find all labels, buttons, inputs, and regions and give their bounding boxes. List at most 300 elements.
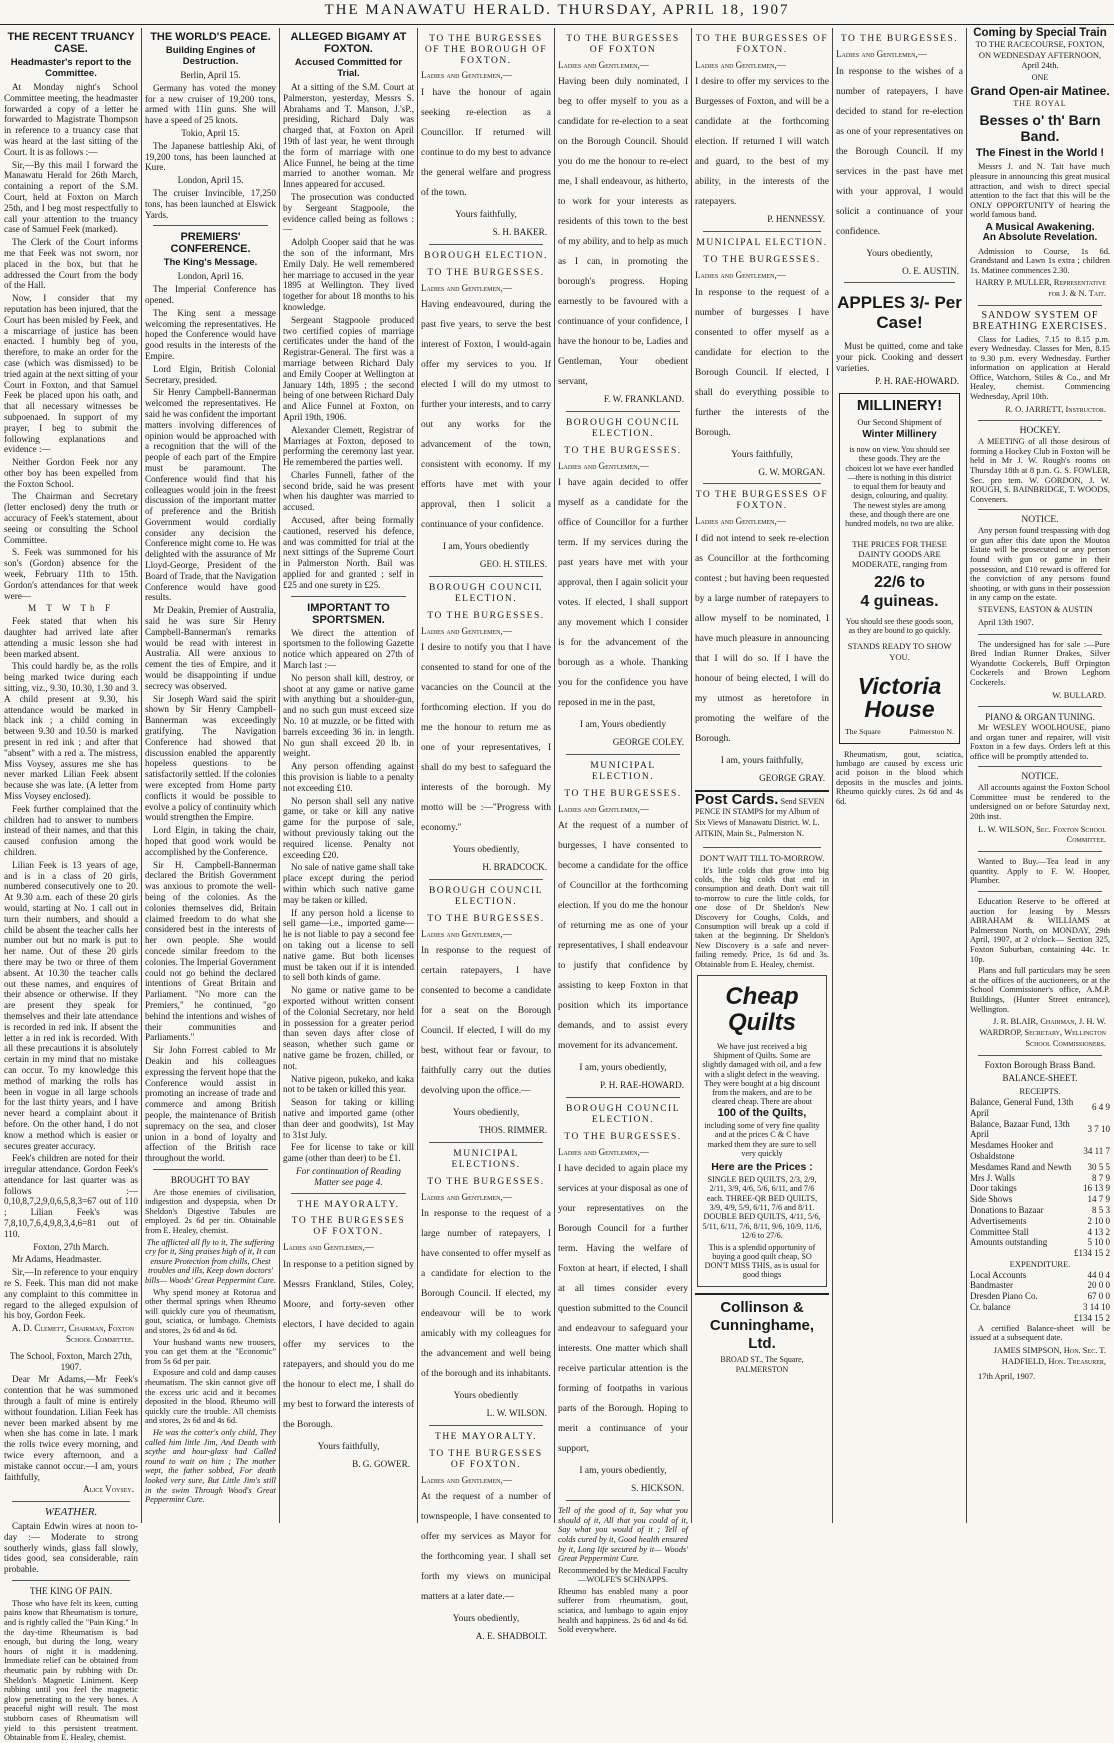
election-letter	[836, 34, 963, 276]
divider	[566, 1097, 680, 1098]
paragraph: S. Feek was summoned for his son's (Gordon) absence for the week, February 11th to 15th. Gordon's attendances for that week were—	[4, 547, 138, 601]
letter-salutation: Ladies and Gentlemen,—	[558, 803, 649, 814]
letter-salutation: Ladies and Gentlemen,—	[421, 928, 512, 939]
paragraph: Germany has voted the money for a new cruiser of 19,200 tons, armed with 11in guns. She will have a speed of 25 knots.	[145, 82, 276, 126]
paragraph: Accused, after being formally cautioned, reserved his defence, and was committed for trial at the next sittings of the Supreme Court in Palmerston North. Bail was applied for and granted ; self in £25 and one surety in £25.	[283, 515, 414, 590]
letter-heading: MUNICIPAL ELECTION.	[590, 761, 656, 782]
paragraph: We direct the attention of sportsmen to the following Gazette notice which appeared on 27th of March last :—	[283, 627, 414, 671]
paragraph: Native pigeon, pukeko, and kaka not to be taken or killed this year.	[283, 1073, 414, 1095]
letter-body: Having endeavoured, during the past five years, to serve the best interest of Foxton, I would-again offer my services to you. If elected I will do my utmost to further your interests, and to carry out any works for the advancement of the town, consistent with economy. If my efforts have met with your approval, then I solicit a continuance of your confidence.	[421, 300, 551, 531]
firm-name: Collinson & Cunninghame, Ltd.	[709, 1298, 815, 1352]
letter-close: Yours obediently,	[866, 248, 933, 259]
masthead: THE MANAWATU HERALD. THURSDAY, APRIL 18, 1907	[0, 2, 1114, 25]
ad-text: THE ROYAL	[1013, 98, 1067, 108]
letter-addressee: TO THE BURGESSES OF FOXTON.	[695, 34, 829, 55]
notice-signature: J. R. BLAIR, Chairman, J. H. W. WARDROP, Secretary, Wellington School Commissioners.	[979, 1016, 1106, 1048]
letter-close: Yours faithfully,	[455, 210, 517, 221]
prices-title: Here are the Prices :	[711, 1161, 813, 1174]
ad-title: DON'T WAIT TILL TO-MORROW.	[699, 852, 825, 863]
letter-close: Yours faithfully,	[731, 449, 793, 460]
row-label: Advertisements	[970, 1215, 1027, 1226]
paragraph: Alexander Clemett, Registrar of Marriages at Foxton, deposed to performing the ceremony last year. He remembered the parties well.	[283, 424, 414, 468]
letter-salutation: Ladies and Gentlemen,—	[695, 515, 786, 526]
letter-signature: A. E. SHADBOLT.	[475, 1631, 547, 1642]
article-subtitle: Accused Committed for Trial.	[294, 57, 403, 79]
divider	[978, 634, 1102, 635]
article-title: THE WORLD'S PEACE.	[150, 31, 271, 43]
paragraph: Lilian Feek is 13 years of age, and is in a class of 20 girls, numbered consecutively one to 20. At 9.30 a.m. each of these 20 girls would, starting at No. 1 call out in turn their numbers, and should a child be absent the teacher calls her number out but no mark is put to her name. Out of these 20 girls there may be two or three of them absent. At 10.30 the teacher calls out these names, and enquires of their absence or otherwise. If they are present they speak for themselves and their late attendance is recorded in red ink. If absent the letter a in red ink is recorded. With all these precautions it is absolutely certain in my mind that no mistake can occur. To my knowledge this method of marking the rolls has been in vogue in all large schools for the last thirty years, and I have never heard a complaint about it before. On the other hand, I do not know a method which is easier or secures greater accuracy.	[4, 859, 138, 1151]
ad-headline: Coming by Special Train	[973, 27, 1107, 39]
letter-body: Having been duly nominated, I beg to offer myself to you as a candidate for re-election to a seat on the Borough Council. Should you do me the honour to re-elect me, I shall endeavour, as hitherto, to work for your interests as residents of this town to the best of my ability, and to help as much as I can, in promoting the borough's progress. Hoping earnestly to be favoured with a continuance of your confidence, I have the honour to be, Ladies and Gentleman, Your obedient servant,	[558, 77, 688, 388]
table-row	[970, 1227, 1110, 1238]
paragraph: Sir H. Campbell-Bannerman declared the British Government was anxious to promote the well-being of the colonies. As the colonies themselves did, Britain claimed freedom to do what she considered best in the interests of her own people. She would concede similar freedom to the colonies. The Imperial Government could not go behind the declared intentions of Great Britain and Parliament. "No more can the Premiers," he continued, "go behind the intentions and wishes of their communities and Parliaments."	[145, 859, 276, 1043]
letter-addressee: TO THE BURGESSES.	[427, 1176, 545, 1187]
letter-addressee: TO THE BURGESSES OF FOXTON.	[429, 1448, 543, 1470]
row-amount: 20 0 0	[1087, 1280, 1110, 1291]
ad-text: We have just received a big Shipment of Quilts. Some are slightly damaged with oil, and a few with a slight defect in the weaving. They were bought at a big discount from the makers, and are to be cleared cheap. There are about	[702, 1042, 822, 1107]
ad-text: You should see these goods soon, as they are bound to go quickly.	[845, 616, 954, 635]
ad-headline: Grand Open-air Matinee.	[970, 83, 1110, 98]
ad-text: Messrs J. and N. Tait have much pleasure in announcing this great musical attraction, and wish to direct special attention to the fact that this will be the ONLY OPPORTUNITY of hearing the world famous band.	[970, 162, 1110, 220]
notice-text: Wanted to Buy.—Tea lead in any quantity. Apply to F. W. Hooper, Plumber.	[970, 857, 1110, 886]
band-heading: Foxton Borough Brass Band.	[984, 1060, 1096, 1071]
article-subtitle: Building Engines of Destruction.	[165, 45, 256, 67]
row-amount: 30 5 5	[1087, 1161, 1110, 1172]
receipts-table	[970, 1097, 1110, 1248]
paragraph: Sir,—In reference to your enquiry re S. Feek. This man did not make any complaint to this committee in regard to the alleged expulsion of his boy, Gordon Feek.	[4, 1267, 138, 1321]
divider	[978, 766, 1102, 767]
dateline: London, April 15.	[177, 175, 244, 186]
column-6	[695, 28, 829, 1523]
store-address	[845, 727, 954, 738]
article-subtitle: Headmaster's report to the Committee.	[10, 57, 132, 79]
divider	[978, 305, 1102, 306]
notice-signature: STEVENS, EASTON & AUSTIN	[978, 604, 1093, 614]
paragraph: Charles Funnell, father of the second bride, said he was present when his daughter was married to accused.	[283, 469, 414, 513]
paragraph: The Imperial Conference has opened.	[145, 284, 276, 305]
letter-body: I desire to notify you that I have consented to stand for one of the vacancies on the Council at the forthcoming election. If you do me the honour to return me as one of your representatives, I shall do my best to safeguard the interests of the borough. My motto will be :—"Progress with economy."	[421, 643, 551, 834]
divider	[978, 891, 1102, 892]
row-amount: 3 7 10	[1087, 1123, 1110, 1134]
letter-close: Yours faithfully,	[317, 1441, 380, 1452]
table-row	[970, 1237, 1110, 1248]
ad-text: Our Second Shipment of	[857, 417, 942, 428]
letter-body: I have the honour of again seeking re-election as a Councillor. If returned will continue to do my best to advance the general welfare and progress of the town.	[421, 88, 551, 199]
paragraph: Sir Joseph Ward said the spirit shown by Sir Henry Campbell-Bannerman was exceedingly gratifying. The Navigation Conference had showed that discussion enabled the apparently hopeless questions to be satisfactorily settled. If the colonies were excepted from Home party conflicts it would be possible to evolve a policy of continuity which would strengthen the Empire.	[145, 693, 276, 823]
notice-date: 17th April, 1907.	[978, 1372, 1036, 1382]
paragraph: Feek further complained that the children had to answer to numbers instead of their names, and that this caused confusion among the children.	[4, 803, 138, 857]
letter-salutation: Ladies and Gentlemen,—	[421, 1191, 512, 1202]
letter-signature: S. H. BAKER.	[492, 227, 547, 238]
row-amount: 34 11 7	[1083, 1145, 1110, 1156]
victoria-house-logo: Victoria House	[857, 672, 942, 722]
letter-body: In response to the request of certain ratepayers, I have consented to become a candidate for a seat on the Borough Council. If elected, I will do my best, without fear or favour, to faithfully carry out the duties devolving upon the office.—	[421, 946, 551, 1097]
ad-title: THE KING OF PAIN.	[29, 1585, 113, 1596]
table-row	[970, 1270, 1110, 1281]
letter-heading: BOROUGH COUNCIL ELECTION.	[428, 886, 544, 907]
row-amount: 8 7 9	[1092, 1172, 1110, 1183]
divider	[566, 411, 680, 412]
notice-text: All accounts against the Foxton School Committee must be rendered to the undersigned on or before Saturday next, 20th inst.	[970, 783, 1110, 822]
letter-body: At the request of a number of burgesses, I have consented to become a candidate for the office of Councillor at the forthcoming election. If you do me the honour of returning me as one of your representatives, I shall endeavour to justify that confidence by assisting to keep Foxton in that position which its importance demands, and to assist every movement for its advancement.	[558, 821, 688, 1052]
ad-headline: A Musical Awakening.	[985, 220, 1095, 233]
letter-heading: THE MAYORALTY.	[435, 1432, 537, 1443]
table-row	[970, 1173, 1110, 1184]
postcards-ad	[695, 790, 829, 842]
election-letter	[283, 1200, 414, 1470]
paragraph: The Chairman and Secretary (letter enclosed) deny the truth or accuracy of Feek's statement, about seeing or consulting the School Committee.	[4, 491, 138, 545]
address-line: The Square	[845, 726, 881, 736]
divider	[12, 1580, 130, 1581]
letter-addressee: TO THE BURGESSES.	[564, 788, 682, 799]
dateline: The School, Foxton, March 27th, 1907.	[9, 1350, 133, 1372]
ad-text: including some of very fine quality and at the prices C & C have marked them they are sure to sell very quickly	[704, 1121, 820, 1158]
letter-salutation: Ladies and Gentlemen,—	[283, 1241, 374, 1252]
notice-text: A certified Balance-sheet will be issued at a subsequent date.	[970, 1323, 1110, 1343]
letter-close: Yours obediently,	[452, 845, 520, 856]
table-row	[970, 1280, 1110, 1291]
letter-signature: GEORGE GRAY.	[759, 772, 825, 783]
letter-salutation: Ladies and Gentlemen,—	[421, 625, 512, 636]
paragraph: If any person hold a license to sell game—i.e., imported game—he is not liable to pay a second fee on taking out a license to sell native game. But both licenses must be taken out if it is intended to sell both kinds of game.	[283, 907, 414, 983]
column-8	[970, 28, 1110, 1523]
ad-text: This is a splendid opportunity of buying a good quilt cheap, SO DON'T MISS THIS, as is usual for good things	[704, 1242, 820, 1280]
letter-body: In response to the request of a number of burgesses I have consented to offer myself as a candidate for election to the Borough Council. If elected, I shall do everything possible to further the interests of the Borough.	[695, 287, 829, 438]
letter-heading: MUNICIPAL ELECTIONS.	[451, 1149, 521, 1170]
table-row	[970, 1140, 1110, 1162]
letter-close: I am, yours obediently,	[579, 1063, 667, 1074]
paragraph: Season for taking or killing native and imported game (other than deer and goodwits), 1st May to 31st July.	[283, 1097, 414, 1140]
letter-body: In response to the request of a large number of ratepayers, I have consented to offer myself as a candidate for election to the Borough Council. If elected, my endeavour will be to work amicably with my colleagues for the advancement and well being of the borough and its inhabitants.	[421, 1209, 551, 1380]
letter-salutation: Ladies and Gentlemen,—	[558, 460, 649, 471]
notice-signature: W. BULLARD.	[1052, 689, 1106, 700]
table-row	[970, 1183, 1110, 1194]
letter-addressee: TO THE BURGESSES OF FOXTON	[566, 34, 680, 55]
letter-salutation: Ladies and Gentlemen,—	[421, 70, 512, 81]
advertisement: Are those enemies of civilisation, indigestion and dyspepsia, when Dr Sheldon's Digestive Tabules are employed. 2s 6d per tin. Obtainable from E. Healey, chemist.	[145, 1187, 276, 1236]
advertisement: Rheumo has enabled many a poor sufferer from rheumatism, gout, sciatica, and lumbago to again enjoy health and happiness. 2s 6d and 4s 6d. Sold everywhere.	[558, 1586, 688, 1635]
letter-addressee: TO THE BURGESSES.	[840, 34, 959, 44]
table-row	[970, 1194, 1110, 1205]
letter-addressee: TO THE BURGESSES OF FOXTON.	[695, 490, 829, 512]
address-line: Palmerston N.	[909, 726, 954, 736]
letter-salutation: Ladies and Gentlemen,—	[695, 269, 786, 280]
row-label: Balance, Bazaar Fund, 13th April	[970, 1118, 1070, 1140]
row-amount: 16 13 9	[1083, 1183, 1110, 1194]
letter-signature: F. W. FRANKLAND.	[603, 394, 684, 405]
ad-text: Must be quitted, come and take your pick. Cooking and dessert varieties.	[836, 341, 963, 373]
paragraph: No game or native game to be exported without written consent of the Colonial Secretary, nor held in possession for a greater period than seven days after close of season, whether such game or native game be frozen, chilled, or not.	[283, 985, 414, 1071]
notice-signature: L. W. WILSON, Sec. Foxton School Committee.	[978, 823, 1106, 845]
advertisement: Those who have felt its keen, cutting pains know that Rheumatism is torture, and is rightly called the "Pain King." In the day-time Rheumatism is bad enough, but during the long, weary hours of night it is maddening. Immediate relief can be obtained from rheumatic pain by rubbing with Dr. Sheldon's Magnetic Liniment. Keep rubbing until you feel the magnetic glow penetrating to the very bones. A peaceful night will result. The most stubborn cases of Rheumatism will yield to this persistent treatment. Obtainable from E. Healey, chemist.	[4, 1598, 138, 1743]
notice-heading: PIANO & ORGAN TUNING.	[985, 712, 1095, 723]
divider	[844, 282, 955, 283]
letter-signature: GEO. H. STILES.	[479, 559, 547, 570]
divider	[978, 1055, 1102, 1056]
price-range-high: 4 guineas.	[860, 592, 939, 610]
notice-heading: NOTICE.	[1021, 515, 1059, 526]
article-title: IMPORTANT TO SPORTSMEN.	[307, 601, 390, 626]
column-1	[4, 28, 138, 1743]
column-rule	[279, 28, 280, 1523]
divider	[291, 1193, 406, 1194]
ad-headline: SANDOW SYSTEM OF BREATHING EXERCISES.	[972, 309, 1108, 332]
column-5	[558, 28, 688, 1635]
advertisement: Rheumatism, gout, sciatica, lumbago are caused by excess uric acid poison in the blood which deposits in the muscles and joints. Rheumo quickly cures. 2s 6d and 4s 6d.	[836, 749, 963, 806]
row-label: Committee Stall	[970, 1226, 1029, 1237]
letter-addressee: TO THE BURGESSES.	[703, 254, 821, 265]
notice-text: Education Reserve to be offered at auction for leasing by Messrs ABRAHAM & WILLIAMS at Palmerston North, on MONDAY, 29th April, 1907, at 2 o'clock— Section 325, Foxton Suburban, containing 44c. 1r. 10p.	[970, 897, 1110, 964]
row-label: Amounts outstanding	[970, 1237, 1048, 1248]
ad-text: STANDS READY TO SHOW YOU.	[847, 641, 952, 663]
advertisement: Recommended by the Medical Faculty—WOLFE'S SCHNAPPS.	[558, 1565, 688, 1585]
row-amount: 44 0 4	[1087, 1269, 1110, 1280]
letter-close: I am, Yours obediently	[442, 542, 530, 553]
weather-title: WEATHER.	[44, 1506, 98, 1519]
paragraph: No sale of native game shall take place except during the period within which such native game may be taken or killed.	[283, 862, 414, 905]
millinery-ad	[839, 393, 960, 744]
paragraph: The prosecution was conducted by Sergeant Stagpoole, the evidence called being as follows :—	[283, 191, 414, 235]
divider	[978, 851, 1102, 852]
letter-salutation: Ladies and Gentlemen,—	[836, 48, 927, 59]
row-label: Mesdames Rand and Newth	[970, 1161, 1072, 1172]
paragraph: Fee for license to take or kill game (other than deer) to be £1.	[283, 1142, 414, 1164]
letter-body: I did not intend to seek re-election as Councillor at the forthcoming contest ; but having been requested by a large number of ratepayers to allow myself to be nominated, I have much pleasure in announcing that I will do so. If I have the honour of being elected, I will do my utmost as heretofore in promoting the welfare of the Borough.	[695, 533, 829, 744]
advertisement-verse: He was the cotter's only child, They called him little Jim, And Death with scythe and hour-glass had Called round to wait on him ; The mother wept, the father sobbed, For death looked very sure, But Little Jim's still in the swim Through Wood's Great Peppermint Cure.	[145, 1427, 276, 1505]
ad-signature: R. O. JARRETT, Instructor.	[1005, 403, 1106, 414]
table-row	[970, 1205, 1110, 1216]
divider	[12, 1501, 130, 1502]
millinery-title: MILLINERY!	[856, 396, 943, 414]
ad-text: is now on view. You should see these goods. They are the choicest lot we have ever handled —there is nothing in this district to equal them for beauty and design, colouring, and quality. The newest styles are among these, and though there are one hundred models, no two are alike.	[845, 444, 954, 529]
row-label: Balance, General Fund, 13th April	[970, 1096, 1074, 1118]
attendance-days: M T W Th F	[27, 603, 115, 614]
paragraph: The Japanese battleship Aki, of 19,200 tons, has been launched at Kure.	[145, 140, 276, 173]
letter-close: Yours obediently,	[452, 1108, 520, 1119]
row-label: Mrs J. Walls	[970, 1172, 1015, 1183]
column-rule	[554, 28, 555, 1523]
divider	[566, 754, 680, 755]
article-title: PREMIERS' CONFERENCE.	[170, 231, 251, 256]
letter-heading: MUNICIPAL ELECTION.	[696, 238, 828, 249]
column-4	[421, 28, 551, 1642]
table-row	[970, 1162, 1110, 1173]
notice-date: April 13th 1907.	[978, 617, 1034, 627]
row-label: Donations to Bazaar	[970, 1204, 1044, 1215]
row-label: Bandmaster	[970, 1280, 1013, 1291]
divider	[978, 706, 1102, 707]
notice-heading: HOCKEY.	[1019, 426, 1061, 437]
column-3	[283, 28, 414, 1523]
receipts-heading: RECEIPTS.	[1019, 1086, 1061, 1097]
paragraph: The cruiser Invincible, 17,250 tons, has been launched at Elswick Yards.	[145, 187, 276, 220]
letter-heading: THE MAYORALTY.	[297, 1199, 400, 1210]
expenditure-total: £134 15 2	[1074, 1312, 1110, 1323]
paragraph: The King sent a message welcoming the representatives. He hoped the Conference would have good results in the interests of the Empire.	[145, 307, 276, 361]
firm-ad	[695, 1293, 829, 1377]
table-row	[970, 1291, 1110, 1302]
letter-addressee: TO THE BURGESSES.	[427, 913, 545, 924]
ad-signature: P. H. RAE-HOWARD.	[875, 375, 959, 386]
letter-salutation: Ladies and Gentlemen,—	[558, 59, 649, 70]
paragraph: Dear Mr Adams,—Mr Feek's contention that he was summoned through a fault of mine is entirely without foundation. Lilian Feek has never been marked absent by me when she has come in late. I mark the rolls twice every morning, and twice every afternoon, and a mistake cannot occur.—I am, yours faithfully,	[4, 1374, 138, 1482]
ad-signature: HARRY P. MULLER, Representative for J. & N. Tait.	[975, 277, 1106, 299]
article-title: THE RECENT TRUANCY CASE.	[7, 31, 135, 55]
paragraph: Sir,—By this mail I forward the Manawatu Herald for 26th March, containing a report of the S.M. Court, held at Foxton on March 25th, and I beg most respectfully to call your attention to the truancy case of Samuel Feek (marked).	[4, 159, 138, 235]
letter-body: I have decided to again place my services at your disposal as one of your representatives on the Borough Council for a further term. Having the welfare of Foxton at heart, if elected, I shall at all times consider every question submitted to the Council and endeavour to safeguard your interests. One matter which shall receive particular attention is the forming of footpaths in various parts of the Borough. Hoping to merit a continuance of your support,	[558, 1164, 688, 1455]
article-title: ALLEGED BIGAMY AT FOXTON.	[290, 31, 407, 55]
ad-text: Admission to Course, 1s 6d. Grandstand and Lawn 1s extra ; children 1s. Matinee commences 2.30.	[970, 246, 1110, 275]
letter-body: In response to the wishes of a number of ratepayers, I have decided to stand for re-election as one of your representatives on the Borough Council. If my services in the past have met with your approval, I would solicit a continuance of your confidence.	[836, 66, 963, 237]
paragraph: At a sitting of the S.M. Court at Palmerston, yesterday, Messrs S. Abrahams and T. Manson, J.'sP., presiding, Richard Daly was charged that, at Foxton on April 19th of last year, he went through the form of marriage with one Alice Funnel, he being at the time married to another woman. Mr Innes appeared for accused.	[283, 82, 414, 190]
paragraph: No person shall sell any native game, or take or kill any native game for the purpose of sale, without previously taking out the required license. Penalty not exceeding £20.	[283, 795, 414, 860]
notice-text: A MEETING of all those desirous of forming a Hockey Club in Foxton will be held in Mr J. W. Rough's rooms on Thursday 18th at 8 p.m. G. S. FOWLER, Sec. pro tem. W. GORDON, J. W. ROUGH, S. BAINBRIDGE, T. WOODS, Conveners.	[970, 437, 1110, 504]
letter-signature: THOS. RIMMER.	[478, 1125, 547, 1136]
letter-body: I have again decided to offer myself as a candidate for the office of Councillor for a further term. If my services during the past years have met with your approval, then I again solicit your votes. If elected, I shall support any movement which I consider is for the advancement of the borough as a whole. Thanking you for the confidence you have reposed in me in the past,	[558, 478, 688, 709]
table-row	[970, 1097, 1110, 1119]
price-list: SINGLE BED QUILTS, 2/3, 2/9, 2/11, 3/9, 4/6, 5/6, 6/11, and 7/6 each. THREE-QR BED QUILTS, 3/9, 4/9, 5/9, 6/11, 7/6 and 8/11. DOUBLE BED QUILTS, 4/11, 5/6, 5/11, 6/11, 7/6, 8/11, 9/6, 10/9, 11/6, 12/6 to 27/6.	[702, 1174, 822, 1241]
divider	[566, 1500, 680, 1501]
notice-signature: JAMES SIMPSON, Hon. Sec. T. HADFIELD, Hon. Treasurer,	[993, 1344, 1106, 1366]
letter-close: I am, yours obediently,	[579, 1466, 667, 1477]
notice-heading: NOTICE.	[1021, 772, 1059, 783]
expenditure-heading: EXPENDITURE.	[1009, 1258, 1071, 1269]
letter-body: I desire to offer my services to the Burgesses of Foxton, and will be a candidate at the forthcoming election. If returned I will watch and guard, to the best of my ability, in the interests of the ratepayers.	[695, 77, 829, 208]
divider	[291, 596, 406, 597]
ad-headline: The Finest in the World !	[975, 146, 1105, 159]
paragraph: Neither Gordon Feek nor any other boy has been expelled from the Foxton School.	[4, 457, 138, 489]
row-amount: 4 13 2	[1087, 1226, 1110, 1237]
paragraph: This could hardly be, as the rolls being marked twice during each sitting, viz., 9.30, 10.30, 1.30 and 3. A child present at 9.30, his attendance would be marked in black ink ; a child coming in between 9.30 and 10.50 is marked present in red ink ; and after that "absent" with a red a. The mistress, Miss Voysey, assures me she has never marked Lilian Feek absent because she was late. (A letter from Miss Voysey enclosed).	[4, 661, 138, 801]
dateline: Berlin, April 15.	[180, 70, 241, 80]
letter-signature: P. H. RAE-HOWARD.	[600, 1080, 684, 1091]
advertisement: It's little colds that grow into big colds, the big colds that end in consumption and death. Don't wait till to-morrow to cure the little colds, for one dose of Dr Sheldon's New Discovery for Coughs, Colds, and Consumption will break up a cold if taken at the beginning. Dr Sheldon's New Discovery is a safe and never-failing remedy. Price, 1s 6d and 3s. Obtainable from E. Healey, chemist.	[695, 865, 829, 969]
letter-heading: BOROUGH COUNCIL ELECTION.	[428, 583, 544, 604]
ad-title: BROUGHT TO BAY	[170, 1174, 251, 1185]
paragraph: No person shall kill, destroy, or shoot at any game or native game with anything but a shoulder-gun, and no such gun must exceed size No. 10 at muzzle, or be fitted with barrels exceeding 36 in. in length. No gun shall exceed 20 lb. in weight.	[283, 672, 414, 759]
dateline: London, April 16.	[177, 271, 244, 282]
quilts-ad	[697, 975, 827, 1286]
row-label: Local Accounts	[970, 1269, 1027, 1280]
letter-salutation: Ladies and Gentlemen,—	[421, 1474, 512, 1485]
letter-salutation: Ladies and Gentlemen,—	[421, 282, 512, 293]
row-amount: 14 7 9	[1087, 1194, 1110, 1205]
paragraph: Sir John Forrest cabled to Mr Deakin and his colleagues expressing the fervent hope that the Conference would assist in promoting an increase of trade and commerce and among British people, the maintenance of British supremacy on the sea, and closer union in a bond of loyalty and affection of the British race throughout the world.	[145, 1045, 276, 1164]
row-amount: 67 0 0	[1087, 1291, 1110, 1302]
letter-heading: BOROUGH ELECTION.	[424, 250, 548, 261]
divider	[703, 483, 821, 484]
notice-text: The undersigned has for sale :—Pure Bred Indian Runner Drakes, Silver Wyandotte Cockerels, Buff Orpington Cockerels and Brown Leghorn Cockerels.	[970, 639, 1110, 687]
signature: Foxton, 27th March.	[33, 1241, 109, 1252]
row-amount: 5 10 0	[1087, 1237, 1110, 1248]
row-amount: 8 5 3	[1092, 1204, 1110, 1215]
notice-text: Plans and full particulars may be seen at the offices of the auctioneers, or at the School Commissioner's office, A.M.P. Buildings, (Hunter Street entrance), Wellington.	[970, 966, 1110, 1014]
letter-salutation: Ladies and Gentlemen,—	[695, 59, 786, 70]
ad-headline: Besses o' th' Barn Band.	[979, 111, 1101, 144]
ad-text: TO THE RACECOURSE, FOXTON, ON WEDNESDAY AFTERNOON, April 24th.	[975, 38, 1105, 71]
letter-signature: H. BRADCOCK.	[482, 862, 547, 873]
letter-close: I am, Yours obediently	[579, 720, 667, 731]
quilts-count: 100 of the Quilts,	[717, 1107, 807, 1120]
ad-text: ONE	[1031, 73, 1049, 83]
divider	[978, 509, 1102, 510]
letter-heading: BOROUGH COUNCIL ELECTION.	[565, 418, 681, 439]
divider	[978, 420, 1102, 421]
signature: Alice Voysey.	[82, 1484, 134, 1495]
letter-addressee: TO THE BURGESSES OF FOXTON.	[291, 1216, 406, 1238]
notice-text: Any person found trespassing with dog or gun after this date upon the Moutoa Estate will be prosecuted or any person found with gun or game in their possession, and £10 reward is offered for the conviction of any persons found shooting, or with guns in their possession in any camp on the estate.	[970, 526, 1110, 603]
letter-body: In response to a petition signed by Messrs Frankland, Stiles, Coley, Moore, and forty-seven other electors, I have decided to again offer my services to the ratepayers, and should you do me the honour to elect me, I shall do my best to forward the interests of the Borough.	[283, 1259, 414, 1430]
divider	[153, 225, 268, 226]
expenditure-table	[970, 1270, 1110, 1313]
divider	[153, 1169, 268, 1170]
divider	[703, 231, 821, 232]
weather-report: Captain Edwin wires at noon to-day :— Moderate to strong southerly winds, glass fall slowly, tides good, sea considerable, rain probable.	[4, 1521, 138, 1575]
paragraph: Now, I consider that my reputation has been injured, that the Court has been misled by Feek, and a miscarriage of justice has been enacted. I humbly beg of you, therefore, to make an order for the case (which was dismissed) to be tried again at the next sitting of your Court in Foxton, and that Samuel Feek be placed upon his oath, and that all necessary witnesses be subpoenaed. In support of my prayer, I beg to submit the following explanations and evidence :—	[4, 293, 138, 455]
letter-addressee: TO THE BURGESSES.	[564, 1131, 682, 1142]
receipts-total: £134 15 2	[1074, 1248, 1110, 1259]
row-label: Dresden Piano Co.	[970, 1291, 1038, 1302]
paragraph: Feek stated that when his daughter had arrived late after attending a music lesson she had been marked absent.	[4, 616, 138, 659]
divider	[703, 847, 821, 848]
continuation-note: For continuation of Reading Matter see page 4.	[296, 1165, 401, 1187]
signature: A. D. Clemett, Chairman, Foxton School Committee.	[11, 1323, 134, 1345]
letter-heading: BOROUGH COUNCIL ELECTION.	[565, 1104, 681, 1125]
column-rule	[691, 28, 692, 1523]
ad-subtitle: Winter Millinery	[862, 429, 937, 441]
row-label: Door takings	[970, 1183, 1017, 1194]
letter-close: Yours obediently,	[452, 1614, 520, 1625]
letter-signature: P. HENNESSY.	[767, 214, 825, 225]
quilts-title: Cheap Quilts	[725, 983, 799, 1037]
letter-signature: L. W. WILSON.	[486, 1408, 547, 1419]
paragraph: Feek's children are noted for their irregular attendance. Gordon Feek's attendance for last quarter was as follows :—0,10,8,7,2,9,0,6,5,8,3=67 out of 110 ; Lilian Feek's was 7,8,10,7,6,4,9,8,3,4,6=81 out of 110.	[4, 1153, 138, 1239]
letter-addressee: TO THE BURGESSES OF THE BOROUGH OF FOXTON.	[424, 34, 548, 66]
advertisement-verse: Tell of the good of it, Say what you should of it, All that you could of it, Say what you would of it ; Tell of colds cured by it, Good health ensured by it, Long life secured by it— Woods' Great Peppermint Cure.	[558, 1506, 688, 1564]
paragraph: Mr Deakin, Premier of Australia, said he was sure Sir Henry Campbell-Bannerman's remarks would be read with interest in Australia. All were anxious to cement the ties of Empire, and it would be disappointing if undue secrecy was observed.	[145, 605, 276, 691]
row-label: Side Shows	[970, 1194, 1013, 1205]
apples-title: APPLES 3/- Per Case!	[837, 293, 962, 333]
signature: Mr Adams, Headmaster.	[12, 1254, 102, 1265]
article-subtitle: The King's Message.	[163, 257, 258, 269]
paragraph: Any person offending against this provision is liable to a penalty not exceeding £10.	[283, 761, 414, 793]
row-label: Mesdames Hooker and Osbaldstone	[970, 1140, 1053, 1161]
advertisement: Your husband wants new trousers, you can get them at the "Economic" from 5s 6d per pair.	[145, 1337, 276, 1366]
letter-salutation: Ladies and Gentlemen,—	[558, 1146, 649, 1157]
letter-signature: G. W. MORGAN.	[758, 466, 825, 477]
table-row	[970, 1302, 1110, 1313]
letter-close: Yours obediently	[453, 1391, 519, 1402]
divider	[429, 1425, 543, 1426]
column-rule	[966, 28, 967, 1523]
row-amount: 2 10 0	[1087, 1215, 1110, 1226]
paragraph: The Clerk of the Court informs me that Feek was not sworn, nor placed in the box, but that he addressed the Court from the body of the Hall.	[4, 237, 138, 291]
column-rule	[832, 28, 833, 1523]
paragraph: Adolph Cooper said that he was the son of the informant, Mrs Emily Daly. He well remembered her marriage to accused in the year 1895 at Wellington. They lived together for about 18 months to his knowledge.	[283, 237, 414, 312]
paragraph: Lord Elgin, British Colonial Secretary, presided.	[145, 363, 276, 385]
balance-sheet-title: BALANCE-SHEET.	[1002, 1073, 1078, 1084]
divider	[429, 244, 543, 245]
column-rule	[141, 28, 142, 1523]
divider	[429, 879, 543, 880]
advertisement: Why spend money at Rotorua and other thermal springs when Rheumo will quickly cure you of rheumatism, gout, sciatica, or lumbago. Chemists and stores, 2s 6d and 4s 6d.	[145, 1287, 276, 1336]
divider	[429, 1142, 543, 1143]
letter-signature: GEORGE COLEY.	[612, 737, 684, 748]
ad-title: Post Cards.	[695, 790, 779, 808]
ad-text: Class for Ladies, 7.15 to 8.15 p.m. every Wednesday. Classes for Men, 8.15 to 9.30 p.m. every Wednesday. Further information on application at Herald Office, Watchorn, Stiles & Co., and Mr Healey, chemist. Commencing Wednesday, April 10th.	[970, 334, 1110, 402]
dateline: Tokio, April 15.	[181, 127, 240, 138]
advertisement: Exposure and cold and damp causes rheumatism. The skin cannot give off the excess uric acid and it becomes deposited in the blood. Rheumo will quickly cure the trouble. All chemists and stores, 2s 6d and 4s 6d.	[145, 1368, 276, 1426]
